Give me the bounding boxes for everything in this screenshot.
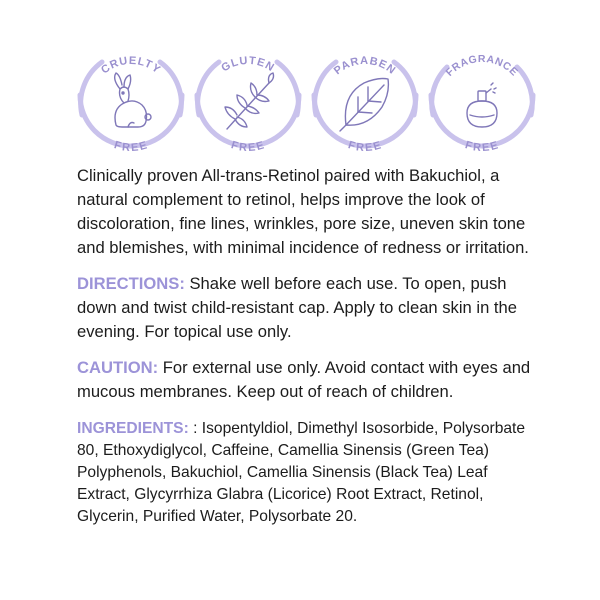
perfume-bottle-icon xyxy=(467,83,497,127)
leaf-icon xyxy=(340,79,388,132)
directions-label: DIRECTIONS: xyxy=(77,274,185,293)
rabbit-icon xyxy=(115,73,151,127)
badge-top-label: GLUTEN xyxy=(219,54,277,75)
intro-paragraph: Clinically proven All-trans-Retinol paired with Bakuchiol, a natural complement to retinol, helps improve the look of discoloration, fine lines, wrinkles, pore size, uneven skin tone and blemishes, with minimal incidence of redness or irritation. xyxy=(77,166,529,257)
paraben-free-badge xyxy=(306,45,424,163)
directions-text: Shake well before each use. To open, push down and twist child-resistant cap. Apply to clean skin in the evening. For topical use only. xyxy=(77,274,517,341)
ingredients-label: INGREDIENTS: xyxy=(77,420,189,437)
badge-bottom-label: FREE xyxy=(463,139,501,155)
badge-top-label: CRUELTY xyxy=(99,54,164,77)
free-from-badges xyxy=(0,0,600,170)
directions-paragraph xyxy=(77,272,537,344)
svg-text:PARABEN xyxy=(332,55,398,77)
badge-bottom-label: FREE xyxy=(229,139,267,155)
caution-label: CAUTION: xyxy=(77,358,159,377)
svg-text:GLUTEN xyxy=(219,55,276,75)
badge-top-label: FRAGRANCE xyxy=(443,52,521,79)
svg-text:FREE xyxy=(347,139,384,154)
badge-bottom-label: FREE xyxy=(346,139,384,155)
badge-top-label: PARABEN xyxy=(331,54,399,78)
svg-text:FREE xyxy=(464,139,501,154)
caution-text: For external use only. Avoid contact with eyes and mucous membranes. Keep out of reach of children. xyxy=(77,358,531,401)
caution-paragraph xyxy=(77,356,537,404)
svg-text:FREE xyxy=(230,139,267,154)
product-description xyxy=(77,164,537,528)
cruelty-free-badge xyxy=(72,45,190,163)
svg-text:FREE xyxy=(113,139,150,154)
svg-text:FRAGRANCE xyxy=(444,53,521,79)
ingredients-text: : Isopentyldiol, Dimethyl Isosorbide, Polysorbate 80, Ethoxydiglycol, Caffeine, Camellia Sinensis (Green Tea) Polyphenols, Bakuchiol, Camellia Sinensis (Black Tea) Leaf Extract, Glycyrrhiza Glabra (Licorice) Root Extract, Retinol, Glycerin, Purified Water, Polysorbate 20. xyxy=(77,420,526,525)
wheat-icon xyxy=(225,73,274,129)
gluten-free-badge xyxy=(189,45,307,163)
fragrance-free-badge xyxy=(423,45,541,163)
badge-bottom-label: FREE xyxy=(112,139,150,155)
svg-text:CRUELTY xyxy=(99,55,163,77)
ingredients-paragraph xyxy=(77,418,537,528)
